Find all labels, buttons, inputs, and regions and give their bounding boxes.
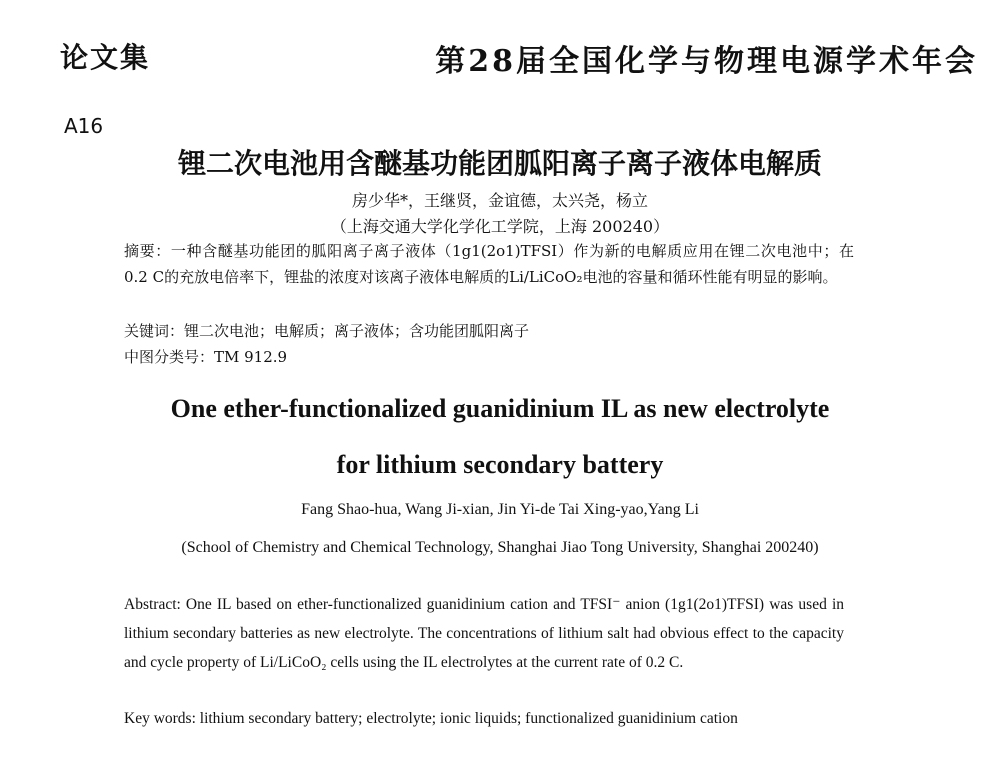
chinese-authors: 房少华*，王继贤，金谊德，太兴尧，杨立	[351, 191, 648, 210]
chinese-keywords: 关键词：锂二次电池；电解质；离子液体；含功能团胍阳离子	[124, 322, 530, 340]
english-abstract: Abstract: One IL based on ether-functionalized guanidinium cation and TFSI⁻ anion (1g1(2o1)TFSI) was used in lithium secondary batteries as new electrolyte. The concentrations of lithium salt had obvious effect to the capacity and cycle property of Li/LiCoO₂ cells using the IL electrolytes at the current rate of 0.2 C.	[124, 596, 844, 671]
english-affiliation: (School of Chemistry and Chemical Technology, Shanghai Jiao Tong University, Shanghai 200240)	[181, 539, 819, 556]
english-title-line2: for lithium secondary battery	[336, 450, 664, 479]
chinese-affiliation: （上海交通大学化学化工学院，上海 200240）	[330, 217, 670, 236]
english-keywords: Key words: lithium secondary battery; electrolyte; ionic liquids; functionalized guanidinium cation	[124, 710, 738, 727]
chinese-abstract: 摘要：一种含醚基功能团的胍阳离子离子液体（1g1(2o1)TFSI）作为新的电解质应用在锂二次电池中；在 0.2 C的充放电倍率下，锂盐的浓度对该离子液体电解质的Li/LiCoO₂电池的容量和循环性能有明显的影响。	[124, 242, 854, 286]
conference-title: 第28届全国化学与物理电源学术年会	[435, 44, 978, 79]
chinese-title: 锂二次电池用含醚基功能团胍阳离子离子液体电解质	[177, 147, 822, 180]
classification-number: 中图分类号：TM 912.9	[124, 348, 288, 366]
english-authors: Fang Shao-hua, Wang Ji-xian, Jin Yi-de Tai Xing-yao,Yang Li	[301, 501, 699, 518]
paper-code: A16	[64, 114, 104, 138]
english-title-line1: One ether-functionalized guanidinium IL as new electrolyte	[170, 394, 830, 423]
series-title: 论文集	[60, 41, 151, 74]
